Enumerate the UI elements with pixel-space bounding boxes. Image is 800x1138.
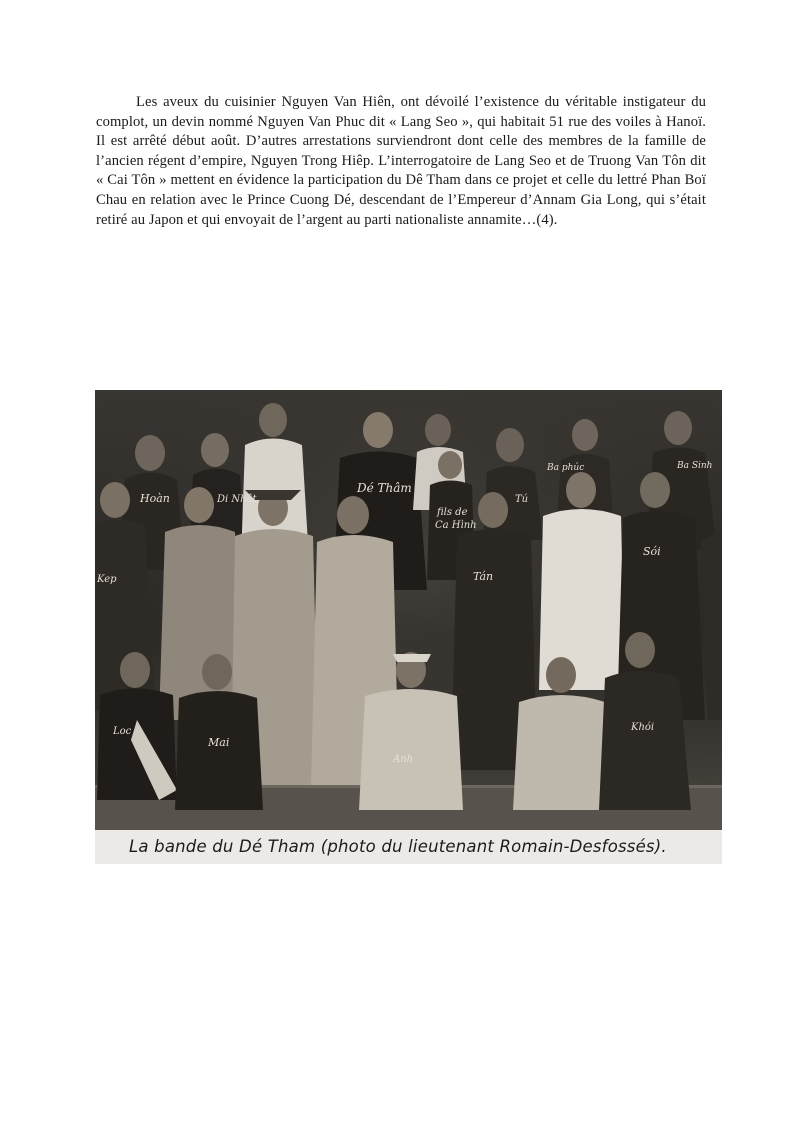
label-anh: Anh xyxy=(393,754,414,765)
label-de-tham: Dé Thâm xyxy=(357,481,412,495)
label-mai: Mai xyxy=(208,736,230,749)
body-paragraph: Les aveux du cuisinier Nguyen Van Hiên, ont dévoilé l’existence du véritable instigateur du complot, un devin nommé Nguyen Van Phuc dit « Lang Seo », qui habitait 51 rue des voiles à Hanoï. Il est arrêté début août. D’autres arrestations surviendront dont celle des membres de la famille de l’ancien régent d’empire, Nguyen Trong Hiêp. L’interrogatoire de Lang Seo et de Truong Van Tôn dit « Cai Tôn » mettent en évidence la participation du Dê Tham dans ce projet et celle du lettré Phan Boï Chau en relation avec le Prince Cuong Dé, descendant de l’Empereur d’Annam Gia Long, qui s’était retiré au Japon et qui envoyait de l’argent au parti nationaliste annamite…(4). xyxy=(96,94,706,228)
label-hoan: Hoàn xyxy=(140,492,170,505)
label-di-nhat: Di Nhât xyxy=(217,494,257,505)
label-ca-hinh: Ca Hình xyxy=(435,520,477,531)
label-kep: Kep xyxy=(97,574,117,585)
label-soi: Sói xyxy=(643,545,661,558)
figure xyxy=(95,390,722,864)
label-tan: Tán xyxy=(473,570,494,583)
figure-caption: La bande du Dé Tham (photo du lieutenant Romain-Desfossés). xyxy=(95,830,722,864)
label-ba-phuc: Ba phúc xyxy=(547,463,585,473)
label-tu: Tú xyxy=(515,494,529,505)
label-ba-sinh: Ba Sinh xyxy=(677,461,713,471)
label-khoi: Khói xyxy=(631,722,655,733)
label-fils: fils de xyxy=(437,507,468,518)
label-loc: Loc xyxy=(113,726,132,737)
group-photograph xyxy=(95,390,722,830)
